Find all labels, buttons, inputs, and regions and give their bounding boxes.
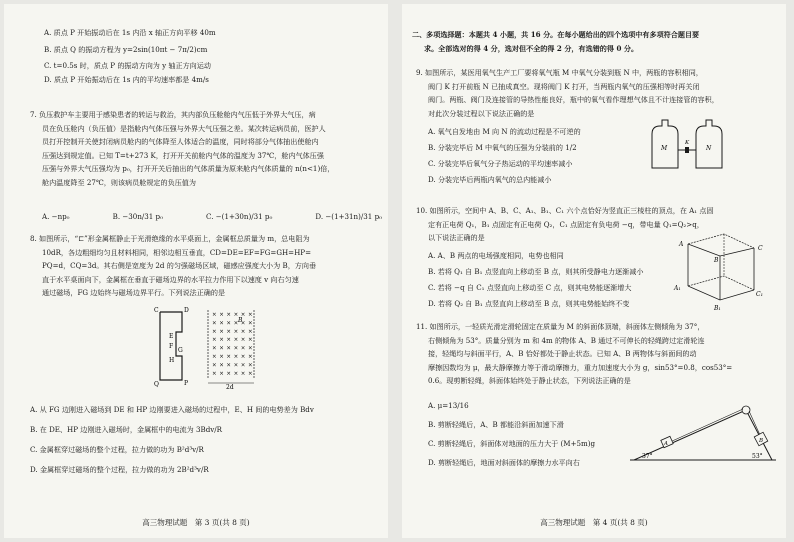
q8-options (30, 400, 380, 480)
label-n: N (706, 145, 712, 152)
field-cross: × (233, 362, 239, 369)
label-p: P (184, 380, 189, 387)
field-cross: × (219, 370, 224, 377)
q11-options (428, 396, 638, 472)
field-cross: × (233, 354, 239, 360)
field-cross: × (240, 312, 246, 318)
field-cross: × (240, 370, 246, 377)
page-footer-right: 高三物理试题 第 4 页(共 8 页) (540, 518, 648, 527)
top-back-edges (688, 234, 754, 248)
q6-option-c: C. t=0.5s 时，质点 P 的振动方向为 y 轴正方向运动 (44, 61, 211, 71)
valve-k (685, 147, 689, 153)
q10-option-b: B. 若将 Q₁ 自 B₁ 点竖直向上移动至 B 点，则其所受静电力逐渐减小 (428, 267, 644, 276)
magnetic-field-crosses (212, 312, 253, 377)
q6-option-d: D. 质点 P 开始振动后在 1s 内的平均速率都是 4m/s (44, 74, 209, 84)
field-cross: × (219, 328, 224, 335)
label-2d: 2d (226, 384, 234, 390)
q11-option-c: C. 剪断轻绳后，斜面体对地面的压力大于 (M+5m)g (428, 439, 596, 448)
q10-option-a: A. A、B 两点的电场强度相同，电势也相同 (428, 251, 564, 260)
q11-line: 右侧倾角为 53°。质量分别为 m 和 4m 的物体 A、B 通过不可伸长的轻绳跨过定滑轮连 (428, 335, 705, 345)
q8-line: 8. 如图所示，“⊏”形金属框静止于光滑绝缘的水平桌面上，金属框总质量为 m，总电阻为 (30, 234, 310, 243)
field-cross: × (219, 362, 224, 369)
field-cross: × (226, 337, 232, 344)
field-cross: × (248, 345, 253, 352)
q8-option-a: A. 从 FG 边刚进入磁场到 DE 和 HP 边刚要进入磁场的过程中，E、H 间的电势差为 Bdv (30, 405, 314, 414)
label-h: H (169, 357, 175, 364)
q9-line: 阀门。两瓶、阀门及连接管的导热性能良好，瓶中的氧气看作理想气体且不计连接管的容积， (428, 95, 719, 105)
field-cross: × (219, 320, 224, 327)
field-cross: × (212, 337, 217, 344)
q10-options (428, 248, 678, 312)
field-cross: × (248, 312, 253, 318)
q9-option-b: B. 分装完毕后 M 中氧气的压强为分装前的 1/2 (428, 143, 577, 152)
q11-option-a: A. μ=13/16 (428, 401, 469, 410)
field-cross: × (226, 362, 232, 369)
q9-line: 9. 如图所示，某医用氧气生产工厂要将氧气瓶 M 中氧气分装到瓶 N 中，两瓶的容积相同， (416, 68, 703, 77)
q9-line: 对此次分装过程以下说法正确的是 (428, 108, 535, 118)
bottom-back-edges (688, 276, 754, 290)
label-b: B (759, 438, 764, 444)
label-a1: A₁ (674, 285, 681, 292)
label-m: M (661, 145, 668, 152)
q6-option-b: B. 质点 Q 的振动方程为 y=2sin(10πt − 7π/2)cm (44, 44, 208, 54)
q10-line: 以下说法正确的是 (428, 233, 485, 243)
rope-left (670, 409, 743, 442)
label-c1: C₁ (756, 291, 763, 298)
field-cross: × (233, 328, 239, 335)
field-cross: × (226, 328, 232, 335)
label-a: A (679, 241, 684, 248)
field-cross: × (212, 345, 217, 352)
field-cross: × (219, 312, 224, 318)
field-cross: × (248, 337, 253, 344)
q7-line: 员打开控制开关使封闭病员舱内的气体降至人体适合的温度，同时将部分气体抽出使舱内 (42, 137, 319, 147)
label-g: G (178, 347, 183, 354)
question-8 (30, 232, 380, 300)
label-a: A (664, 441, 668, 447)
q7-option-a: A. −np₀ (42, 212, 70, 221)
q6-option-a: A. 质点 P 开始振动后在 1s 内沿 x 轴正方向平移 40m (44, 28, 216, 37)
field-cross: × (248, 362, 253, 369)
q9-option-c: C. 分装完毕后氧气分子热运动的平均速率减小 (428, 159, 573, 168)
page-footer-left: 高三物理试题 第 3 页(共 8 页) (142, 518, 250, 527)
q10-line: 定有正电荷 Q₁，B₁ 点固定有正电荷 Q₂，C₁ 点固定有负电荷 −q，带电量 Q₁=Q₂>q， (428, 219, 704, 229)
field-cross: × (240, 362, 246, 369)
field-cross: × (240, 354, 246, 360)
field-cross: × (226, 370, 232, 377)
field-cross: × (219, 354, 224, 360)
label-d: D (184, 307, 189, 314)
q7-options (42, 210, 382, 224)
q7-option-c: C. −(1+30n)/31 p₀ (206, 212, 273, 221)
left-page (4, 4, 388, 538)
q7-option-d: D. −(1+31n)/31 p₀ (315, 212, 382, 221)
bottom-front-edges (688, 286, 754, 300)
q7-line: 7. 负压救护车主要用于感染患者的转运与救治，其内部负压舱舱内气压低于外界大气压，病 (30, 110, 316, 119)
q11-line: 接，轻绳均与斜面平行，A、B 恰好都处于静止状态。已知 A、B 两物体与斜面间的动 (428, 349, 697, 359)
label-k: K (685, 140, 690, 146)
q9-line: 阀门 K 打开前瓶 N 已抽成真空。现将阀门 K 打开，当两瓶内氧气的压强相等时再关闭 (428, 81, 700, 91)
field-cross: × (226, 312, 232, 318)
field-cross: × (233, 337, 239, 344)
label-b: B (714, 257, 719, 264)
angle-37: 37° (642, 453, 653, 460)
q11-option-b: B. 剪断轻绳后，A、B 都能沿斜面加速下滑 (428, 420, 564, 429)
section-line: 求。全部选对的得 4 分，选对但不全的得 2 分，有选错的得 0 分。 (424, 43, 639, 53)
field-cross: × (248, 354, 253, 360)
figure-8-frame-and-field (152, 306, 272, 390)
q8-line: 直于水平桌面向下，金属框在垂直于磁场边界的水平拉力作用下以速度 v 向右匀速 (42, 274, 299, 284)
field-cross: × (212, 312, 217, 318)
label-f: F (169, 343, 174, 350)
label-b: B (238, 317, 243, 324)
label-c: C (758, 245, 763, 252)
q7-option-b: B. −30n/31 p₀ (112, 212, 163, 221)
angle-53: 53° (752, 453, 763, 460)
q10-option-d: D. 若将 Q₂ 自 B₁ 点竖直向上移动至 B 点，则其电势能始终不变 (428, 299, 630, 308)
q9-option-a: A. 氧气自发地由 M 向 N 的流动过程是不可逆的 (428, 127, 581, 136)
field-cross: × (233, 320, 239, 327)
question-11 (416, 320, 776, 388)
q7-line: 压强与外界大气压强均为 p₀，打开开关后抽出的气体质量为原来舱内气体质量的 n(n<1)倍， (42, 164, 335, 174)
field-cross: × (248, 370, 253, 377)
field-cross: × (248, 328, 253, 335)
field-cross: × (233, 312, 239, 318)
field-cross: × (233, 370, 239, 377)
field-cross: × (212, 362, 217, 369)
q6-options (44, 26, 374, 86)
q7-line: 员在负压舱内（负压值）是指舱内气体压强与外界大气压强之差。某次转运病员前，医护人 (42, 123, 326, 133)
label-c: C (154, 307, 159, 314)
q8-option-d: D. 金属框穿过磁场的整个过程，拉力做的功为 2B²d³v/R (30, 465, 209, 474)
section-line: 二、多项选择题：本题共 4 小题，共 16 分。在每小题给出的四个选项中有多项符合题目要 (412, 30, 700, 39)
field-cross: × (240, 328, 246, 335)
figure-10-prism (668, 230, 768, 316)
q10-line: 10. 如图所示，空间中 A、B、C、A₁、B₁、C₁ 六个点恰好为竖直正三棱柱的顶点，在 A₁ 点固 (416, 206, 714, 215)
q8-line: 10dR，各边粗细均匀且材料相同，相邻边相互垂直，CD=DE=EF=FG=GH=HP= (42, 247, 312, 257)
section-header (412, 28, 782, 55)
cylinder-n (696, 120, 722, 168)
top-front-edges (688, 244, 754, 256)
field-cross: × (226, 354, 232, 360)
field-cross: × (240, 345, 246, 352)
field-cross: × (219, 337, 224, 344)
field-cross: × (248, 320, 253, 327)
field-cross: × (240, 320, 246, 327)
label-e: E (169, 333, 174, 340)
field-cross: × (226, 320, 232, 327)
right-page (402, 4, 786, 538)
field-cross: × (233, 345, 239, 352)
field-cross: × (212, 320, 217, 327)
q10-option-c: C. 若将 −q 自 C₁ 点竖直向上移动至 C 点，则其电势能逐渐增大 (428, 283, 632, 292)
q11-line: 0.6。现剪断轻绳，斜面体始终处于静止状态，下列说法正确的是 (428, 376, 631, 386)
figure-11-incline (628, 402, 778, 468)
q8-option-c: C. 金属框穿过磁场的整个过程，拉力做的功为 B²d³v/R (30, 445, 204, 454)
q7-line: 压强达到规定值。已知 T=t+273 K，打开开关前舱内气体的温度为 37℃，舱内气体压强 (42, 150, 324, 160)
q11-line: 11. 如图所示，一轻质光滑定滑轮固定在质量为 M 的斜面体顶端，斜面体左侧倾角为 37°， (416, 322, 705, 331)
q8-line: PQ=d，CQ=3d。其右侧是宽度为 2d 的匀强磁场区域，磁感应强度大小为 B，方向垂 (42, 261, 317, 271)
q9-options (428, 124, 648, 188)
rope-right (749, 411, 760, 435)
q8-line: 通过磁场，FG 边始终与磁场边界平行。下列说法正确的是 (42, 288, 226, 298)
cylinder-m (652, 120, 678, 168)
field-cross: × (219, 345, 224, 352)
question-9 (416, 66, 776, 120)
q8-option-b: B. 在 DE、HP 边刚进入磁场时，金属框中的电流为 3Bdv/R (30, 425, 223, 434)
q11-option-d: D. 剪断轻绳后，地面对斜面体的摩擦力水平向右 (428, 458, 580, 467)
label-q: Q (154, 381, 159, 388)
field-cross: × (212, 328, 217, 335)
figure-9-two-cylinders (642, 118, 732, 174)
field-cross: × (240, 337, 246, 344)
field-cross: × (226, 345, 232, 352)
question-7 (30, 108, 380, 190)
field-cross: × (212, 370, 217, 377)
label-b1: B₁ (714, 305, 721, 312)
q9-option-d: D. 分装完毕后两瓶内氧气的总内能减小 (428, 175, 552, 184)
field-cross: × (212, 354, 217, 360)
q7-line: 舱内温度降至 27℃，则该病员舱规定的负压值为 (42, 177, 196, 187)
pulley (742, 406, 750, 414)
q11-line: 摩擦因数均为 μ，最大静摩擦力等于滑动摩擦力，重力加速度大小为 g，sin53°=0.8，cos53°= (428, 362, 733, 372)
